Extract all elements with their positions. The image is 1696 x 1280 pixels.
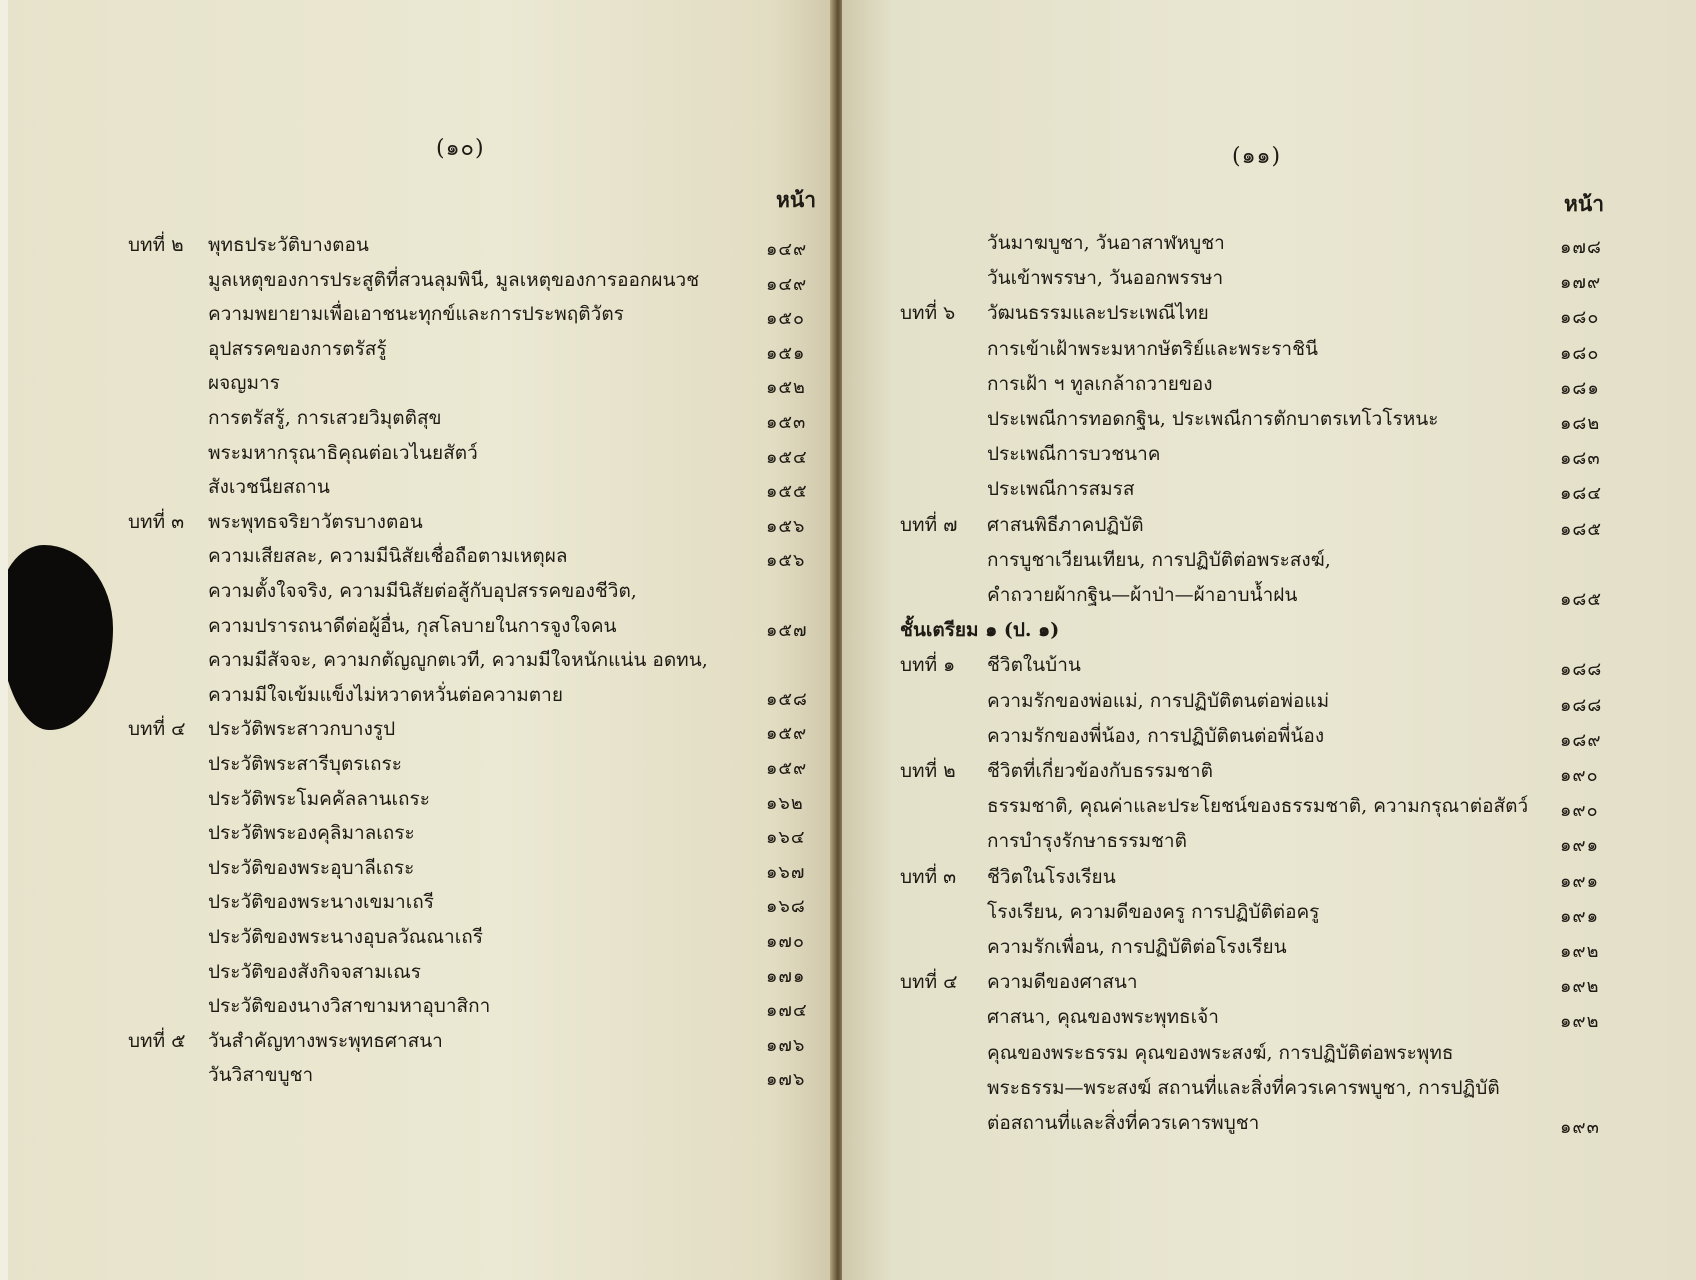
toc-entry: ประวัติของนางวิสาขามหาอุบาสิกา	[208, 995, 491, 1017]
toc-entry: ความมีสัจจะ, ความกตัญญูกตเวที, ความมีใจหนักแน่น อดทน,	[208, 649, 708, 671]
toc-entry: โรงเรียน, ความดีของครู การปฏิบัติต่อครู	[987, 901, 1320, 923]
chapter-label: บทที่ ๓	[900, 866, 957, 888]
toc-entry: ต่อสถานที่และสิ่งที่ควรเคารพบูชา	[987, 1112, 1260, 1134]
chapter-label: บทที่ ๔	[128, 718, 186, 740]
toc-entry: พระมหากรุณาธิคุณต่อเวไนยสัตว์	[208, 442, 478, 464]
toc-page-number: ๑๘๔	[1560, 483, 1602, 504]
toc-page-number: ๑๙๑	[1560, 871, 1600, 892]
toc-entry: ประวัติของสังกิจจสามเณร	[208, 961, 421, 983]
toc-entry: การเข้าเฝ้าพระมหากษัตริย์และพระราชินี	[987, 338, 1318, 360]
toc-entry: อุปสรรคของการตรัสรู้	[208, 338, 387, 360]
toc-page-number: ๑๖๘	[766, 896, 806, 917]
chapter-title: พระพุทธจริยาวัตรบางตอน	[208, 511, 423, 533]
toc-entry: วันวิสาขบูชา	[208, 1064, 314, 1086]
toc-page-number: ๑๘๒	[1560, 413, 1601, 434]
toc-page-number: ๑๕๙	[766, 758, 808, 779]
left-page	[0, 0, 838, 1280]
chapter-label: บทที่ ๗	[900, 514, 958, 536]
toc-entry: ประวัติพระองคุลิมาลเถระ	[208, 822, 415, 844]
toc-entry: ธรรมชาติ, คุณค่าและประโยชน์ของธรรมชาติ, ความกรุณาต่อสัตว์	[987, 795, 1529, 817]
toc-page-number: ๑๔๙	[766, 274, 808, 295]
chapter-title: พุทธประวัติบางตอน	[208, 234, 369, 256]
chapter-label: บทที่ ๒	[900, 760, 956, 782]
chapter-label: บทที่ ๓	[128, 511, 185, 533]
toc-page-number: ๑๔๙	[766, 239, 808, 260]
toc-page-number: ๑๘๓	[1560, 448, 1601, 469]
toc-page-number: ๑๙๐	[1560, 800, 1599, 821]
toc-entry: ประวัติพระสารีบุตรเถระ	[208, 753, 402, 775]
chapter-title: วัฒนธรรมและประเพณีไทย	[987, 302, 1209, 324]
toc-page-number: ๑๘๙	[1560, 730, 1602, 751]
chapter-title: ศาสนพิธีภาคปฏิบัติ	[987, 514, 1144, 536]
toc-entry: คุณของพระธรรม คุณของพระสงฆ์, การปฏิบัติต่อพระพุทธ	[987, 1042, 1454, 1064]
left-page-header: หน้า	[776, 187, 816, 212]
toc-page-number: ๑๘๘	[1560, 659, 1603, 680]
toc-entry: ประเพณีการบวชนาค	[987, 443, 1161, 465]
toc-page-number: ๑๙๒	[1560, 1011, 1600, 1032]
toc-entry: ประวัติพระโมคคัลลานเถระ	[208, 788, 430, 810]
left-page-number: (๑๐)	[436, 136, 485, 161]
toc-entry: ศาสนา, คุณของพระพุทธเจ้า	[987, 1006, 1219, 1028]
chapter-label: บทที่ ๖	[900, 302, 956, 324]
toc-entry: วันมาฆบูชา, วันอาสาฬหบูชา	[987, 232, 1225, 254]
chapter-title: ชีวิตในบ้าน	[987, 654, 1081, 676]
chapter-title: ชีวิตในโรงเรียน	[987, 866, 1116, 888]
toc-entry: ความรักของพ่อแม่, การปฏิบัติตนต่อพ่อแม่	[987, 690, 1330, 712]
toc-page-number: ๑๗๑	[766, 966, 806, 987]
toc-entry: การเฝ้า ฯ ทูลเกล้าถวายของ	[987, 373, 1213, 395]
toc-entry: ประเพณีการทอดกฐิน, ประเพณีการตักบาตรเทโวโรหนะ	[987, 408, 1439, 430]
toc-entry: การตรัสรู้, การเสวยวิมุตติสุข	[208, 407, 442, 429]
toc-page-number: ๑๕๔	[766, 447, 808, 468]
toc-entry: วันเข้าพรรษา, วันออกพรรษา	[987, 267, 1224, 289]
toc-entry: มูลเหตุของการประสูติที่สวนลุมพินี, มูลเหตุของการออกผนวช	[208, 269, 700, 291]
toc-page-number: ๑๙๐	[1560, 765, 1599, 786]
toc-entry: ความมีใจเข้มแข็งไม่หวาดหวั่นต่อความตาย	[208, 684, 563, 706]
chapter-title: ชีวิตที่เกี่ยวข้องกับธรรมชาติ	[987, 760, 1213, 782]
toc-page-number: ๑๘๕	[1560, 589, 1602, 610]
toc-page-number: ๑๕๑	[766, 343, 806, 364]
toc-page-number: ๑๕๒	[766, 377, 806, 398]
toc-page-number: ๑๗๖	[766, 1069, 806, 1090]
toc-page-number: ๑๕๗	[766, 620, 808, 641]
chapter-label: บทที่ ๕	[128, 1030, 186, 1052]
thumb-shadow	[0, 545, 113, 730]
toc-page-number: ๑๖๔	[766, 827, 806, 848]
toc-page-number: ๑๙๓	[1560, 1117, 1600, 1138]
toc-page-number: ๑๖๗	[766, 862, 806, 883]
toc-entry: ประวัติของพระนางเขมาเถรี	[208, 891, 434, 913]
toc-entry: คำถวายผ้ากฐิน—ผ้าป่า—ผ้าอาบน้ำฝน	[987, 584, 1298, 606]
toc-page-number: ๑๗๖	[766, 1035, 806, 1056]
section-heading: ชั้นเตรียม ๑ (ป. ๑)	[900, 619, 1060, 641]
toc-page-number: ๑๕๖	[766, 516, 806, 537]
toc-page-number: ๑๘๑	[1560, 378, 1600, 399]
toc-entry: ความเสียสละ, ความมีนิสัยเชื่อถือตามเหตุผล	[208, 545, 568, 567]
toc-page-number: ๑๙๑	[1560, 835, 1600, 856]
toc-entry: การบูชาเวียนเทียน, การปฏิบัติต่อพระสงฆ์,	[987, 549, 1331, 571]
toc-page-number: ๑๕๘	[766, 689, 808, 710]
toc-page-number: ๑๗๐	[766, 931, 805, 952]
toc-page-number: ๑๗๔	[766, 1000, 808, 1021]
toc-entry: สังเวชนียสถาน	[208, 476, 330, 498]
chapter-label: บทที่ ๔	[900, 971, 958, 993]
chapter-title: ประวัติพระสาวกบางรูป	[208, 718, 396, 740]
toc-page-number: ๑๙๒	[1560, 941, 1600, 962]
chapter-label: บทที่ ๑	[900, 654, 956, 676]
toc-entry: ความปรารถนาดีต่อผู้อื่น, กุสโลบายในการจูงใจคน	[208, 615, 617, 637]
toc-page-number: ๑๕๙	[766, 723, 808, 744]
right-page-header: หน้า	[1564, 191, 1604, 216]
toc-page-number: ๑๕๓	[766, 412, 807, 433]
toc-entry: ความรักเพื่อน, การปฏิบัติต่อโรงเรียน	[987, 936, 1287, 958]
right-page	[842, 0, 1696, 1280]
chapter-title: ความดีของศาสนา	[987, 971, 1138, 993]
toc-entry: ประวัติของพระนางอุบลวัณณาเถรี	[208, 926, 483, 948]
toc-page-number: ๑๘๐	[1560, 343, 1600, 364]
toc-page-number: ๑๗๙	[1560, 272, 1602, 293]
toc-page-number: ๑๖๒	[766, 793, 804, 814]
toc-page-number: ๑๙๑	[1560, 906, 1600, 927]
toc-page-number: ๑๙๒	[1560, 976, 1600, 997]
toc-entry: ผจญมาร	[208, 372, 280, 394]
chapter-label: บทที่ ๒	[128, 234, 184, 256]
toc-entry: ประวัติของพระอุบาลีเถระ	[208, 857, 415, 879]
toc-entry: ประเพณีการสมรส	[987, 478, 1135, 500]
toc-page-number: ๑๕๐	[766, 308, 806, 329]
right-page-number: (๑๑)	[1232, 144, 1282, 169]
toc-entry: ความรักของพี่น้อง, การปฏิบัติตนต่อพี่น้อง	[987, 725, 1325, 747]
toc-entry: การบำรุงรักษาธรรมชาติ	[987, 830, 1187, 852]
chapter-title: วันสำคัญทางพระพุทธศาสนา	[208, 1030, 443, 1052]
toc-page-number: ๑๘๐	[1560, 307, 1600, 328]
toc-page-number: ๑๘๘	[1560, 695, 1603, 716]
toc-page-number: ๑๘๕	[1560, 519, 1602, 540]
toc-page-number: ๑๕๕	[766, 481, 808, 502]
toc-page-number: ๑๗๘	[1560, 237, 1602, 258]
toc-page-number: ๑๕๖	[766, 550, 806, 571]
toc-entry: ความตั้งใจจริง, ความมีนิสัยต่อสู้กับอุปสรรคของชีวิต,	[208, 580, 637, 602]
toc-entry: พระธรรม—พระสงฆ์ สถานที่และสิ่งที่ควรเคารพบูชา, การปฏิบัติ	[987, 1077, 1500, 1099]
toc-entry: ความพยายามเพื่อเอาชนะทุกข์และการประพฤติวัตร	[208, 303, 624, 325]
